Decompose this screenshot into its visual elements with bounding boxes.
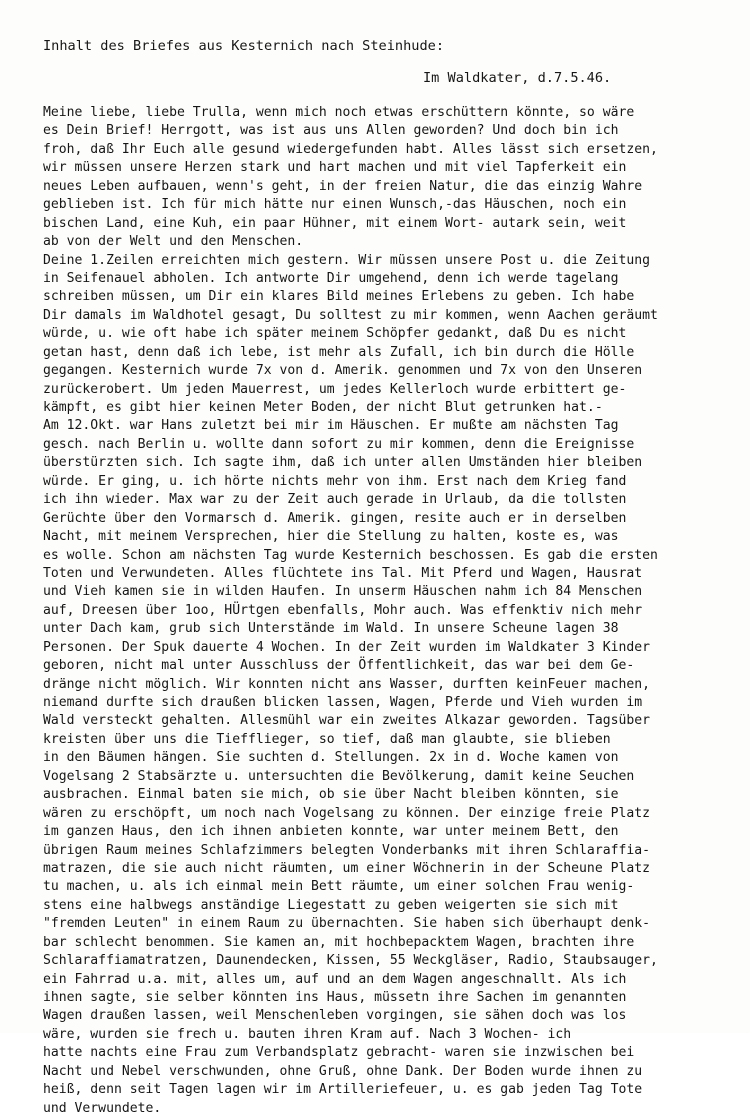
letter-line: hatte nachts eine Frau zum Verbandsplatz gebracht- waren sie inzwischen bei (43, 1045, 635, 1061)
letter-line: tu machen, u. als ich einmal mein Bett räumte, um einer solchen Frau wenig- (43, 879, 635, 895)
letter-body (43, 104, 733, 1118)
letter-line: geboren, nicht mal unter Ausschluss der Öffentlichkeit, das war bei dem Ge- (43, 658, 635, 674)
letter-line: es Dein Brief! Herrgott, was ist aus uns Allen geworden? Und doch bin ich (43, 123, 619, 139)
letter-line: ab von der Welt und den Menschen. (43, 234, 304, 250)
letter-line: Wald versteckt gehalten. Allesmühl war ein zweites Alkazar geworden. Tagsüber (43, 713, 650, 729)
letter-line: "fremden Leuten" in einem Raum zu übernachten. Sie haben sich überhaupt denk- (43, 916, 650, 932)
letter-line: würde. Er ging, u. ich hörte nichts mehr von ihm. Erst nach dem Krieg fand (43, 473, 627, 489)
letter-line: ich ihn wieder. Max war zu der Zeit auch gerade in Urlaub, da die tollsten (43, 492, 627, 508)
letter-line: Am 12.Okt. war Hans zuletzt bei mir im Häuschen. Er mußte am nächsten Tag (43, 418, 619, 434)
letter-line: wir müssen unsere Herzen stark und hart machen und mit viel Tapferkeit ein (43, 160, 627, 176)
letter-line: in den Bäumen hängen. Sie suchten d. Stellungen. 2x in d. Woche kamen von (43, 750, 619, 766)
letter-line: Nacht, mit meinem Versprechen, hier die Stellung zu halten, koste es, was (43, 529, 619, 545)
letter-line: Personen. Der Spuk dauerte 4 Wochen. In der Zeit wurden im Waldkater 3 Kinder (43, 639, 650, 655)
letter-line: Wagen draußen lassen, weil Menschenleben vorgingen, sie sähen doch was los (43, 1008, 627, 1024)
letter-line: Vogelsang 2 Stabsärzte u. untersuchten die Bevölkerung, damit keine Seuchen (43, 768, 635, 784)
letter-line: unter Dach kam, grub sich Unterstände im Wald. In unsere Scheune lagen 38 (43, 621, 619, 637)
letter-line: kreisten über uns die Tiefflieger, so tief, daß man glaubte, sie blieben (43, 731, 611, 747)
letter-line: gesch. nach Berlin u. wollte dann sofort zu mir kommen, denn die Ereignisse (43, 436, 635, 452)
letter-line: gegangen. Kesternich wurde 7x von d. Amerik. genommen und 7x von den Unseren (43, 363, 643, 379)
letter-line: neues Leben aufbauen, wenn's geht, in der freien Natur, die das einzig Wahre (43, 178, 643, 194)
letter-line: und Vieh kamen sie in wilden Haufen. In unserm Häuschen nahm ich 84 Menschen (43, 584, 643, 600)
letter-line: getan hast, denn daß ich lebe, ist mehr als Zufall, ich bin durch die Hölle (43, 344, 635, 360)
letter-line: auf, Dreesen über 1oo, HÜrtgen ebenfalls, Mohr auch. Was effenktiv nich mehr (43, 602, 643, 618)
letter-line: schreiben müssen, um Dir ein klares Bild meines Erlebens zu geben. Ich habe (43, 289, 635, 305)
letter-line: bischen Land, eine Kuh, ein paar Hühner, mit einem Wort- autark sein, weit (43, 215, 627, 231)
letter-line: übrigen Raum meines Schlafzimmers belegten Vonderbanks mit ihren Schlaraffia- (43, 842, 650, 858)
letter-line: froh, daß Ihr Euch alle gesund wiedergefunden habt. Alles lässt sich ersetzen, (43, 141, 658, 157)
letter-line: Dir damals im Waldhotel gesagt, Du solltest zu mir kommen, wenn Aachen geräumt (43, 307, 658, 323)
letter-line: ausbrachen. Einmal baten sie mich, ob sie über Nacht bleiben könnten, sie (43, 787, 619, 803)
letter-line: bar schlecht benommen. Sie kamen an, mit hochbepacktem Wagen, brachten ihre (43, 934, 635, 950)
letter-line: Schlaraffiamatratzen, Daunendecken, Kissen, 55 Weckgläser, Radio, Staubsauger, (43, 953, 658, 969)
letter-line: ein Fahrrad u.a. mit, alles um, auf und an dem Wagen angeschnallt. Als ich (43, 971, 627, 987)
letter-line: Gerüchte über den Vormarsch d. Amerik. gingen, resite auch er in derselben (43, 510, 627, 526)
letter-line: würde, u. wie oft habe ich später meinem Schöpfer gedankt, daß Du es nicht (43, 326, 627, 342)
letter-line: ihnen sagte, sie selber könnten ins Haus, müssetn ihre Sachen im genannten (43, 990, 627, 1005)
letter-line: überstürzten sich. Ich sagte ihm, daß ich unter allen Umständen hier bleiben (43, 455, 643, 471)
letter-line: niemand durfte sich draußen blicken lassen, Wagen, Pferde und Vieh wurden im (43, 695, 643, 710)
letter-line: wäre, wurden sie frech u. bauten ihren Kram auf. Nach 3 Wochen- ich (43, 1026, 572, 1042)
letter-line: Deine 1.Zeilen erreichten mich gestern. Wir müssen unsere Post u. die Zeitung (43, 252, 650, 268)
letter-dateline: Im Waldkater, d.7.5.46. (423, 70, 612, 86)
letter-line: geblieben ist. Ich für mich hätte nur einen Wunsch,-das Häuschen, noch ein (43, 197, 627, 213)
letter-heading: Inhalt des Briefes aus Kesternich nach Steinhude: (43, 38, 445, 54)
letter-line: und Verwundete. (43, 1100, 162, 1116)
letter-line: es wolle. Schon am nächsten Tag wurde Kesternich beschossen. Es gab die ersten (43, 547, 658, 563)
letter-line: heiß, denn seit Tagen lagen wir im Artilleriefeuer, u. es gab jeden Tag Tote (43, 1082, 643, 1098)
letter-line: dränge nicht möglich. Wir konnten nicht ans Wasser, durften keinFeuer machen, (43, 676, 650, 692)
letter-line: Nacht und Nebel verschwunden, ohne Gruß, ohne Dank. Der Boden wurde ihnen zu (43, 1063, 643, 1079)
letter-line: wären zu erschöpft, um noch nach Vogelsang zu können. Der einzige freie Platz (43, 805, 650, 821)
letter-line: Meine liebe, liebe Trulla, wenn mich noch etwas erschüttern könnte, so wäre (43, 105, 635, 120)
letter-line: Toten und Verwundeten. Alles flüchtete ins Tal. Mit Pferd und Wagen, Hausrat (43, 565, 643, 581)
letter-line: matrazen, die sie auch nicht räumten, um einer Wöchnerin in der Scheune Platz (43, 860, 650, 876)
letter-line: kämpft, es gibt hier keinen Meter Boden, der nicht Blut getrunken hat.- (43, 400, 603, 415)
letter-line: stens eine halbwegs anständige Liegestatt zu geben weigerten sie sich mit (43, 897, 619, 913)
letter-line: im ganzen Haus, den ich ihnen anbieten konnte, war unter meinem Bett, den (43, 824, 619, 840)
letter-line: zurückerobert. Um jeden Mauerrest, um jedes Kellerloch wurde erbittert ge- (43, 381, 627, 397)
letter-line: in Seifenauel abholen. Ich antworte Dir umgehend, denn ich werde tagelang (43, 270, 619, 286)
